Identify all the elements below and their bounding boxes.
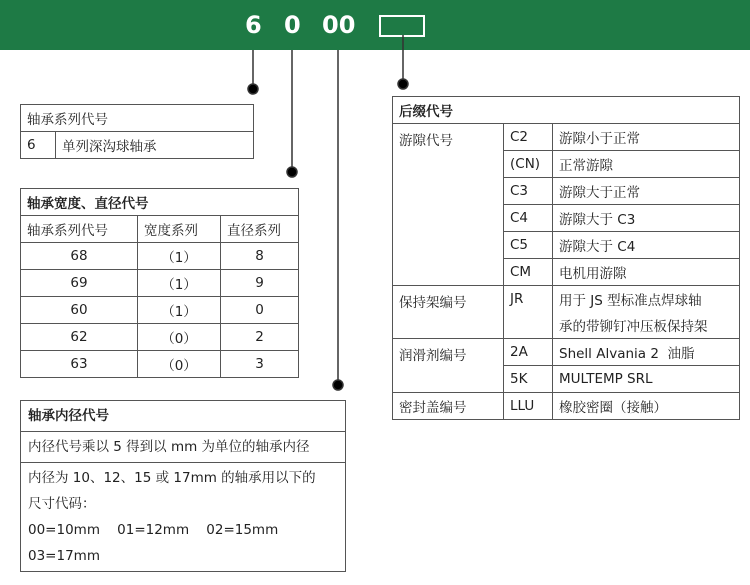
cell: （1） <box>138 270 221 297</box>
suffix-desc: 游隙大于 C3 <box>553 205 740 232</box>
suffix-desc: 游隙小于正常 <box>553 124 740 151</box>
suffix-group-seal: 密封盖编号 <box>393 393 504 420</box>
cell: 3 <box>221 351 299 378</box>
cell: 63 <box>21 351 138 378</box>
code-part-bore: 00 <box>322 11 356 39</box>
cell: 68 <box>21 243 138 270</box>
connector-dot-dimension <box>287 167 297 177</box>
suffix-desc: 承的带铆钉冲压板保持架 <box>553 312 740 339</box>
code-part-series: 6 <box>245 11 262 39</box>
connector-dot-bore <box>333 380 343 390</box>
dimension-col-width: 宽度系列 <box>138 216 221 243</box>
cell: 9 <box>221 270 299 297</box>
suffix-group-cage: 保持架编号 <box>393 286 504 339</box>
bore-line: 00=10mm 01=12mm 02=15mm <box>28 522 279 538</box>
bore-code-block <box>21 463 346 572</box>
table-row <box>21 297 299 324</box>
bore-line: 03=17mm <box>28 548 100 564</box>
suffix-code: C4 <box>504 205 553 232</box>
suffix-table <box>392 96 740 420</box>
bore-line: 内径为 10、12、15 或 17mm 的轴承用以下的 <box>28 470 316 486</box>
table-row <box>393 339 740 366</box>
suffix-code: C5 <box>504 232 553 259</box>
suffix-desc: 橡胶密圈（接触） <box>553 393 740 420</box>
series-table <box>20 104 254 159</box>
cell: 60 <box>21 297 138 324</box>
connector-dot-series <box>248 84 258 94</box>
suffix-code: 5K <box>504 366 553 393</box>
suffix-table-title: 后缀代号 <box>393 97 740 124</box>
suffix-desc: 用于 JS 型标准点焊球轴 <box>553 286 740 313</box>
suffix-desc: 游隙大于正常 <box>553 178 740 205</box>
dimension-col-series: 轴承系列代号 <box>21 216 138 243</box>
cell: 8 <box>221 243 299 270</box>
suffix-code: LLU <box>504 393 553 420</box>
code-part-dimension: 0 <box>284 11 301 39</box>
suffix-group-lubricant: 润滑剂编号 <box>393 339 504 393</box>
suffix-desc: 正常游隙 <box>553 151 740 178</box>
suffix-code: JR <box>504 286 553 339</box>
table-row <box>393 124 740 151</box>
bore-table <box>20 400 346 572</box>
suffix-desc: Shell Alvania 2 油脂 <box>553 339 740 366</box>
series-name: 单列深沟球轴承 <box>56 132 254 159</box>
series-table-title: 轴承系列代号 <box>21 105 254 132</box>
suffix-desc: 游隙大于 C4 <box>553 232 740 259</box>
bore-table-title: 轴承内径代号 <box>21 401 346 432</box>
cell: 0 <box>221 297 299 324</box>
suffix-code: C3 <box>504 178 553 205</box>
dimension-col-diameter: 直径系列 <box>221 216 299 243</box>
suffix-desc: 电机用游隙 <box>553 259 740 286</box>
cell: （1） <box>138 297 221 324</box>
cell: 62 <box>21 324 138 351</box>
dimension-table-title: 轴承宽度、直径代号 <box>21 189 299 216</box>
table-row <box>21 351 299 378</box>
cell: （0） <box>138 351 221 378</box>
suffix-desc: MULTEMP SRL <box>553 366 740 393</box>
suffix-code: C2 <box>504 124 553 151</box>
connector-dot-suffix <box>398 79 408 89</box>
cell: （0） <box>138 324 221 351</box>
cell: 2 <box>221 324 299 351</box>
table-row <box>21 324 299 351</box>
suffix-group-clearance: 游隙代号 <box>393 124 504 286</box>
table-row <box>393 286 740 313</box>
series-code: 6 <box>21 132 56 159</box>
bore-line: 尺寸代码： <box>28 496 96 512</box>
table-row <box>21 270 299 297</box>
cell: 69 <box>21 270 138 297</box>
suffix-code: (CN) <box>504 151 553 178</box>
table-row <box>21 243 299 270</box>
suffix-code: CM <box>504 259 553 286</box>
suffix-code: 2A <box>504 339 553 366</box>
dimension-table <box>20 188 299 378</box>
bore-line-1: 内径代号乘以 5 得到以 mm 为单位的轴承内径 <box>21 432 346 463</box>
table-row <box>393 393 740 420</box>
cell: （1） <box>138 243 221 270</box>
